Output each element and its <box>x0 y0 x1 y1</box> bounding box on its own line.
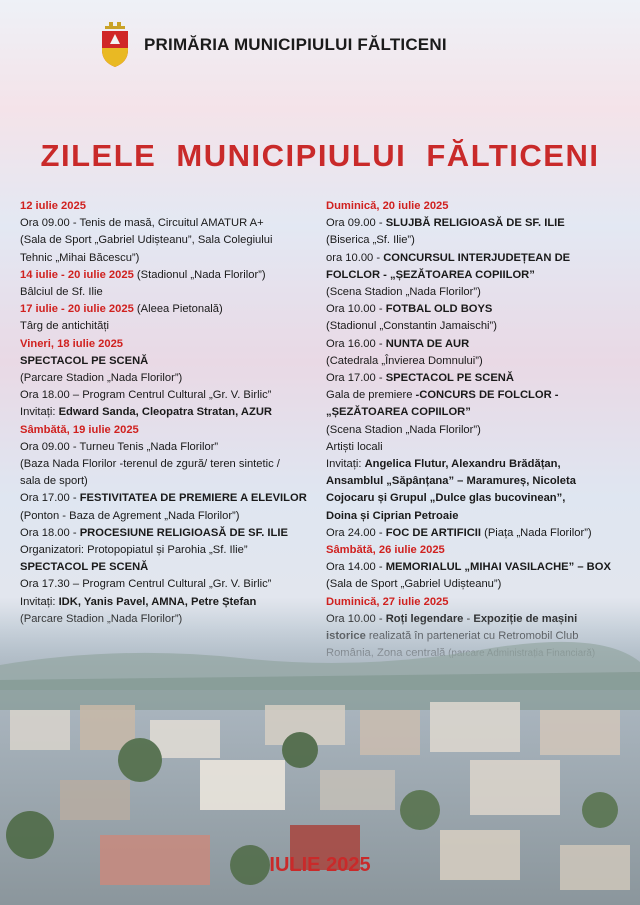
event-line: (Sala de Sport „Gabriel Udișteanu”, Sala Colegiului <box>20 234 273 247</box>
footer-month: IULIE 2025 <box>269 854 371 876</box>
event-time: Ora 17.00 - <box>20 492 80 505</box>
event-line <box>326 387 626 404</box>
event-line: Artiști locali <box>326 440 383 453</box>
event-line: Ora 18.00 – Program Centrul Cultural „Gr. V. Birlic” <box>20 389 272 402</box>
event-line <box>326 456 626 473</box>
event-line <box>326 301 626 318</box>
schedule-left-column <box>20 198 320 628</box>
guests-list: Ansamblul „Săpânțana” – Maramureș, Nicoleta <box>326 475 576 488</box>
event-time: Ora 09.00 - <box>326 217 386 230</box>
event-line: Organizatori: Protopopiatul și Parohia „Sf. Ilie” <box>20 544 248 557</box>
event-date: Duminică, 20 iulie 2025 <box>326 200 449 212</box>
event-line <box>326 250 626 267</box>
city-hall-name: PRIMĂRIA MUNICIPIULUI FĂLTICENI <box>144 35 447 54</box>
event-line <box>326 559 626 576</box>
event-venue: (Piața „Nada Florilor”) <box>481 526 592 539</box>
event-line: Ora 09.00 - Turneu Tenis „Nada Florilor” <box>20 440 219 453</box>
event-heading: FOTBAL OLD BOYS <box>385 303 493 316</box>
event-date: 14 iulie - 20 iulie 2025 <box>20 268 134 281</box>
event-line: (Stadionul „Constantin Jamaischi”) <box>326 320 497 333</box>
poster-title: ZILELE MUNICIPIULUI FĂLTICENI <box>40 138 600 173</box>
event-line: Tehnic „Mihai Băcescu”) <box>20 251 140 264</box>
event-time: ora 10.00 - <box>326 251 384 264</box>
header <box>100 22 447 68</box>
event-venue: (Aleea Pietonală) <box>133 303 223 316</box>
event-line <box>20 301 320 318</box>
guests-list: Cojocaru și Grupul „Dulce glas bucovinean”, <box>326 492 566 505</box>
event-time: Ora 18.00 - <box>20 526 80 539</box>
event-line: Ora 09.00 - Tenis de masă, Circuitul AMATUR A+ <box>20 217 264 230</box>
event-date: 17 iulie - 20 iulie 2025 <box>20 303 134 316</box>
event-time: Ora 10.00 - <box>326 303 386 316</box>
event-heading: FOLCLOR - „ȘEZĂTOAREA COPIILOR” <box>326 268 535 281</box>
guests-list: Angelica Flutur, Alexandru Brădățan, <box>364 458 561 471</box>
event-line <box>326 215 626 232</box>
event-line <box>326 336 626 353</box>
event-time: Ora 14.00 - <box>326 561 386 574</box>
event-line: (Biserica „Sf. Ilie”) <box>326 234 415 247</box>
event-date: Vineri, 18 iulie 2025 <box>20 337 124 350</box>
guests-list: Doina și Ciprian Petroaie <box>326 509 459 522</box>
event-line: (Sala de Sport „Gabriel Udișteanu”) <box>326 578 502 591</box>
event-heading: SPECTACOL PE SCENĂ <box>20 561 149 574</box>
event-time: Ora 24.00 - <box>326 526 386 539</box>
event-line: (Parcare Stadion „Nada Florilor”) <box>20 372 183 385</box>
event-heading: PROCESIUNE RELIGIOASĂ DE SF. ILIE <box>79 526 288 539</box>
event-line <box>20 525 320 542</box>
event-date: Sâmbătă, 19 iulie 2025 <box>20 423 139 436</box>
event-line: (Ponton - Baza de Agrement „Nada Florilor”) <box>20 509 240 522</box>
event-heading: SLUJBĂ RELIGIOASĂ DE SF. ILIE <box>385 217 565 230</box>
event-line <box>326 525 626 542</box>
event-time: Ora 17.00 - <box>326 372 386 385</box>
event-line: Bâlciul de Sf. Ilie <box>20 286 103 299</box>
event-heading: SPECTACOL PE SCENĂ <box>20 354 149 367</box>
event-line <box>326 370 626 387</box>
event-line: Târg de antichități <box>20 320 109 333</box>
event-line <box>20 490 320 507</box>
event-text: Gala de premiere <box>326 389 416 402</box>
event-line <box>20 594 320 611</box>
guests-list: IDK, Yanis Pavel, AMNA, Petre Ștefan <box>58 595 257 608</box>
guests-label: Invitați: <box>20 406 59 419</box>
event-heading: -CONCURS DE FOLCLOR - <box>415 389 559 402</box>
event-line: Ora 17.30 – Program Centrul Cultural „Gr. V. Birlic” <box>20 578 272 591</box>
guests-label: Invitați: <box>20 595 59 608</box>
event-date: 12 iulie 2025 <box>20 200 86 212</box>
event-heading: NUNTA DE AUR <box>385 337 470 350</box>
event-line: (Scena Stadion „Nada Florilor”) <box>326 423 481 436</box>
event-date: Duminică, 27 iulie 2025 <box>326 595 449 608</box>
schedule-right-column <box>326 198 626 662</box>
event-heading: FESTIVITATEA DE PREMIERE A ELEVILOR <box>79 492 307 505</box>
event-line: (Catedrala „Învierea Domnului”) <box>326 354 483 367</box>
event-venue: (Stadionul „Nada Florilor”) <box>133 268 266 281</box>
guests-list: Edward Sanda, Cleopatra Stratan, AZUR <box>58 406 272 419</box>
event-heading: SPECTACOL PE SCENĂ <box>385 372 514 385</box>
event-date: Sâmbătă, 26 iulie 2025 <box>326 544 445 557</box>
coat-of-arms-icon <box>100 22 130 68</box>
event-heading: CONCURSUL INTERJUDEȚEAN DE <box>383 251 571 264</box>
event-line: sala de sport) <box>20 475 88 488</box>
event-heading: FOC DE ARTIFICII <box>385 526 481 539</box>
event-line: (Baza Nada Florilor -terenul de zgură/ teren sintetic / <box>20 458 280 471</box>
event-time: Ora 16.00 - <box>326 337 386 350</box>
event-line <box>20 404 320 421</box>
event-line: (Scena Stadion „Nada Florilor”) <box>326 286 481 299</box>
event-line <box>20 267 320 284</box>
event-heading: „ȘEZĂTOAREA COPIILOR” <box>326 406 471 419</box>
event-heading: MEMORIALUL „MIHAI VASILACHE” – BOX <box>385 561 611 574</box>
guests-label: Invitați: <box>326 458 365 471</box>
